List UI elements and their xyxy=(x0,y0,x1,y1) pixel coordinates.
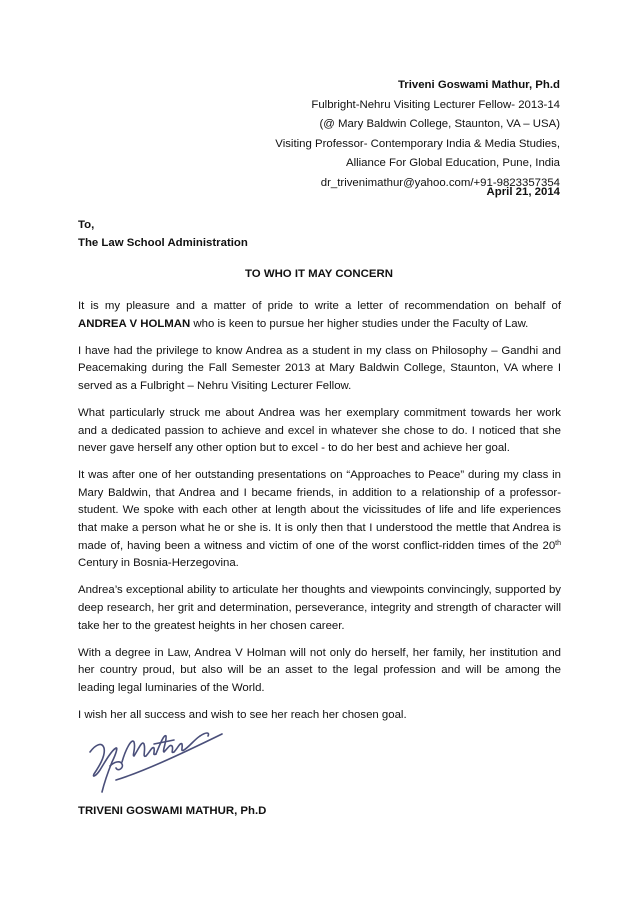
paragraph-2: I have had the privilege to know Andrea as a student in my class on Philosophy – Gandhi and Peacemaking during the Fall Semester 2013 at Mary Baldwin College, Staunton, VA where I served as a Fulbright – Nehru Visiting Lecturer Fellow. xyxy=(78,344,561,392)
sender-organization-line: Alliance For Global Education, Pune, India xyxy=(345,157,560,170)
paragraph-4 xyxy=(78,467,561,573)
sender-contact-line: dr_trivenimathur@yahoo.com/+91-9823357354 xyxy=(320,176,560,189)
paragraph-7: I wish her all success and wish to see her reach her chosen goal. xyxy=(78,708,407,721)
recipient-salutation: To, xyxy=(78,219,95,231)
paragraph-6: With a degree in Law, Andrea V Holman will not only do herself, her family, her institution and her country proud, but also will be an asset to the legal profession and will be among the leading legal luminaries of the World. xyxy=(78,646,561,694)
signatory-name: TRIVENI GOSWAMI MATHUR, Ph.D xyxy=(78,805,267,817)
paragraph-4-text-b: Century in Bosnia-Herzegovina. xyxy=(78,557,239,570)
recipient-name: The Law School Administration xyxy=(78,236,248,249)
recipient-block xyxy=(78,217,248,252)
paragraph-1-text-a: It is my pleasure and a matter of pride to write a letter of recommendation on behalf of xyxy=(78,300,561,312)
sender-name: Triveni Goswami Mathur, Ph.d xyxy=(397,79,560,91)
candidate-name: ANDREA V HOLMAN xyxy=(78,317,191,330)
paragraph-5: Andrea’s exceptional ability to articulate her thoughts and viewpoints convincingly, supported by deep research, her grit and determination, perseverance, integrity and strength of character will take her to the greatest heights in her chosen career. xyxy=(78,584,561,632)
sender-position-line: Visiting Professor- Contemporary India & Media Studies, xyxy=(275,137,560,150)
letter-subject: TO WHO IT MAY CONCERN xyxy=(245,268,393,280)
paragraph-3: What particularly struck me about Andrea was her exemplary commitment towards her work and a dedicated passion to achieve and excel in whatever she chose to do. I noticed that she never gave herself any other option but to excel - to do her best and achieve her goal. xyxy=(78,406,561,455)
letter-date: April 21, 2014 xyxy=(486,186,560,198)
paragraph-1-text-b: who is keen to pursue her higher studies under the Faculty of Law. xyxy=(190,317,529,330)
paragraph-4-superscript: th xyxy=(555,539,561,547)
sender-block xyxy=(275,76,560,194)
letter-body xyxy=(78,298,561,734)
sender-affiliation-line: (@ Mary Baldwin College, Staunton, VA – USA) xyxy=(319,118,560,131)
paragraph-1 xyxy=(78,298,561,333)
sender-title-line: Fulbright-Nehru Visiting Lecturer Fellow- 2013-14 xyxy=(311,98,560,111)
handwritten-signature-icon xyxy=(82,722,232,797)
paragraph-4-text-a: It was after one of her outstanding presentations on “Approaches to Peace” during my class in Mary Baldwin, that Andrea and I became friends, in addition to a relationship of a professor-student. We spoke with each other at length about the vicissitudes of life and life experiences that make a person what he or she is. It is only then that I understood the mettle that Andrea is made of, having been a witness and victim of one of the worst conflict-ridden times of the 20 xyxy=(78,469,561,552)
